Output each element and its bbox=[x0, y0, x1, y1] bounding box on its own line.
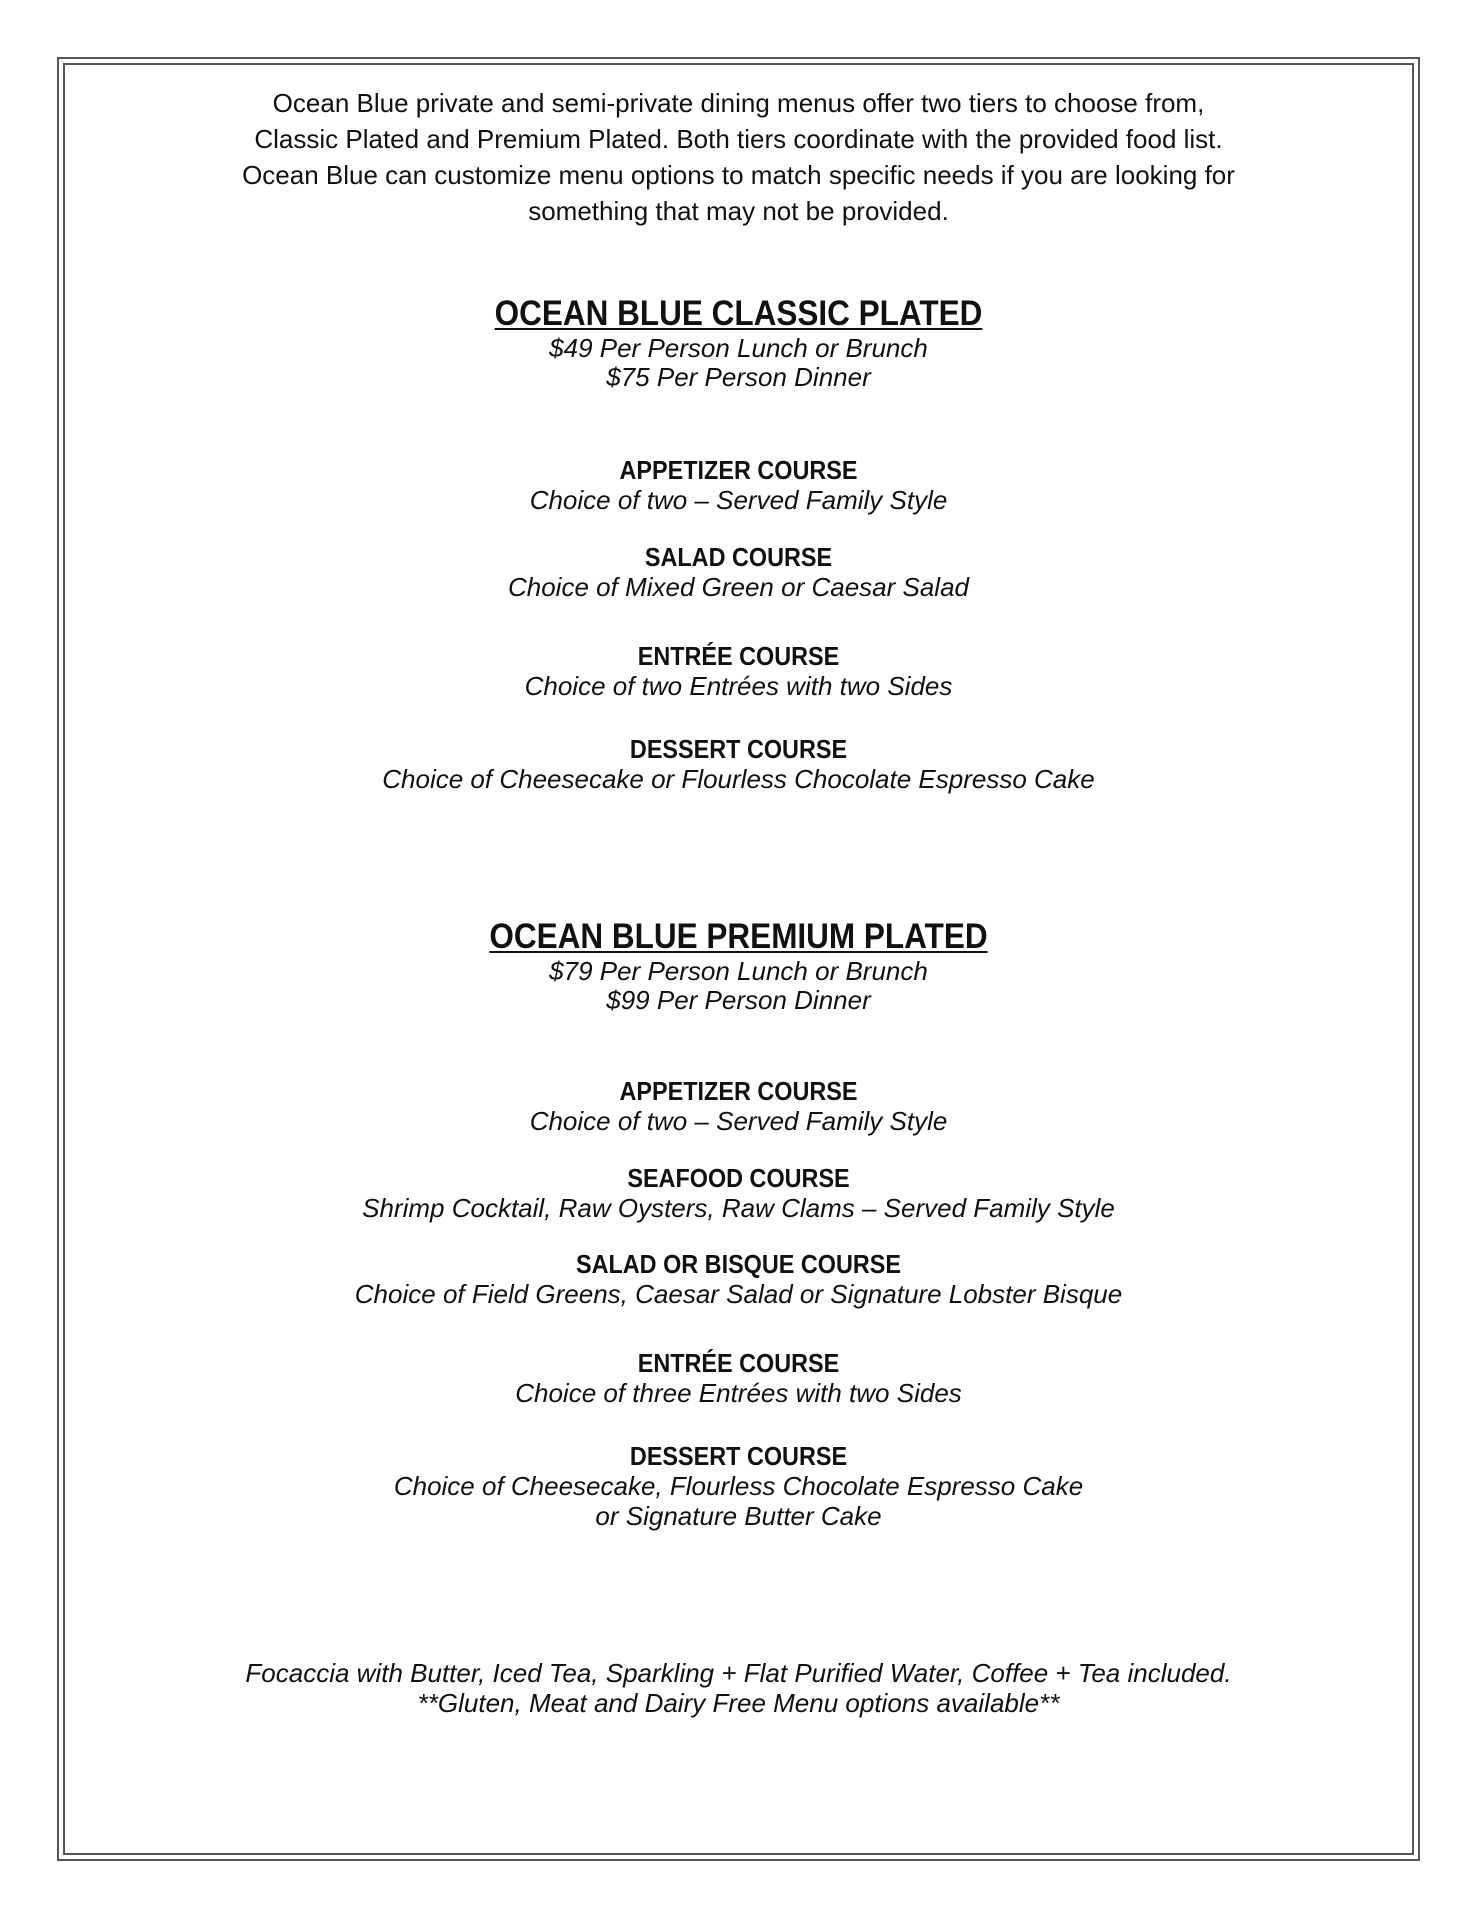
intro-line: Classic Plated and Premium Plated. Both tiers coordinate with the provided food list. bbox=[254, 124, 1223, 154]
classic-price-lunch: $49 Per Person Lunch or Brunch bbox=[549, 333, 928, 363]
course-title: DESSERT COURSE bbox=[629, 1441, 848, 1471]
classic-header bbox=[63, 294, 1414, 392]
course-description: Shrimp Cocktail, Raw Oysters, Raw Clams – Served Family Style bbox=[362, 1193, 1115, 1223]
classic-course-appetizer bbox=[63, 455, 1414, 515]
intro-line: something that may not be provided. bbox=[528, 196, 949, 226]
premium-title: OCEAN BLUE PREMIUM PLATED bbox=[489, 917, 988, 956]
classic-course-salad bbox=[63, 542, 1414, 602]
course-title: SEAFOOD COURSE bbox=[627, 1163, 850, 1193]
intro-line: Ocean Blue can customize menu options to match specific needs if you are looking for bbox=[242, 160, 1235, 190]
course-title: ENTRÉE COURSE bbox=[637, 641, 840, 671]
footer-notes bbox=[63, 1658, 1414, 1718]
course-description: or Signature Butter Cake bbox=[595, 1501, 882, 1531]
premium-course-dessert bbox=[63, 1441, 1414, 1531]
classic-course-entree bbox=[63, 641, 1414, 701]
intro-line: Ocean Blue private and semi-private dining menus offer two tiers to choose from, bbox=[272, 88, 1205, 118]
course-title: APPETIZER COURSE bbox=[619, 1076, 858, 1106]
course-title: DESSERT COURSE bbox=[629, 734, 848, 764]
course-title: SALAD OR BISQUE COURSE bbox=[575, 1249, 902, 1279]
intro-paragraph bbox=[63, 85, 1414, 229]
course-description: Choice of Mixed Green or Caesar Salad bbox=[507, 572, 969, 602]
course-description: Choice of Field Greens, Caesar Salad or Signature Lobster Bisque bbox=[354, 1279, 1123, 1309]
classic-price-dinner: $75 Per Person Dinner bbox=[606, 362, 871, 392]
footer-included-items: Focaccia with Butter, Iced Tea, Sparkling + Flat Purified Water, Coffee + Tea included. bbox=[245, 1658, 1232, 1688]
course-description: Choice of two Entrées with two Sides bbox=[524, 671, 953, 701]
classic-title: OCEAN BLUE CLASSIC PLATED bbox=[494, 294, 983, 333]
course-description: Choice of two – Served Family Style bbox=[529, 485, 948, 515]
course-description: Choice of Cheesecake, Flourless Chocolate Espresso Cake bbox=[393, 1471, 1084, 1501]
course-title: SALAD COURSE bbox=[644, 542, 833, 572]
course-title: APPETIZER COURSE bbox=[619, 455, 858, 485]
course-title: ENTRÉE COURSE bbox=[637, 1348, 840, 1378]
premium-course-salad-bisque bbox=[63, 1249, 1414, 1309]
course-description: Choice of Cheesecake or Flourless Chocolate Espresso Cake bbox=[382, 764, 1095, 794]
premium-course-entree bbox=[63, 1348, 1414, 1408]
classic-course-dessert bbox=[63, 734, 1414, 794]
premium-course-appetizer bbox=[63, 1076, 1414, 1136]
premium-price-dinner: $99 Per Person Dinner bbox=[606, 985, 871, 1015]
premium-course-seafood bbox=[63, 1163, 1414, 1223]
premium-header bbox=[63, 917, 1414, 1015]
footer-dietary-note: **Gluten, Meat and Dairy Free Menu options available** bbox=[417, 1688, 1060, 1718]
course-description: Choice of two – Served Family Style bbox=[529, 1106, 948, 1136]
course-description: Choice of three Entrées with two Sides bbox=[515, 1378, 962, 1408]
premium-price-lunch: $79 Per Person Lunch or Brunch bbox=[549, 956, 928, 986]
